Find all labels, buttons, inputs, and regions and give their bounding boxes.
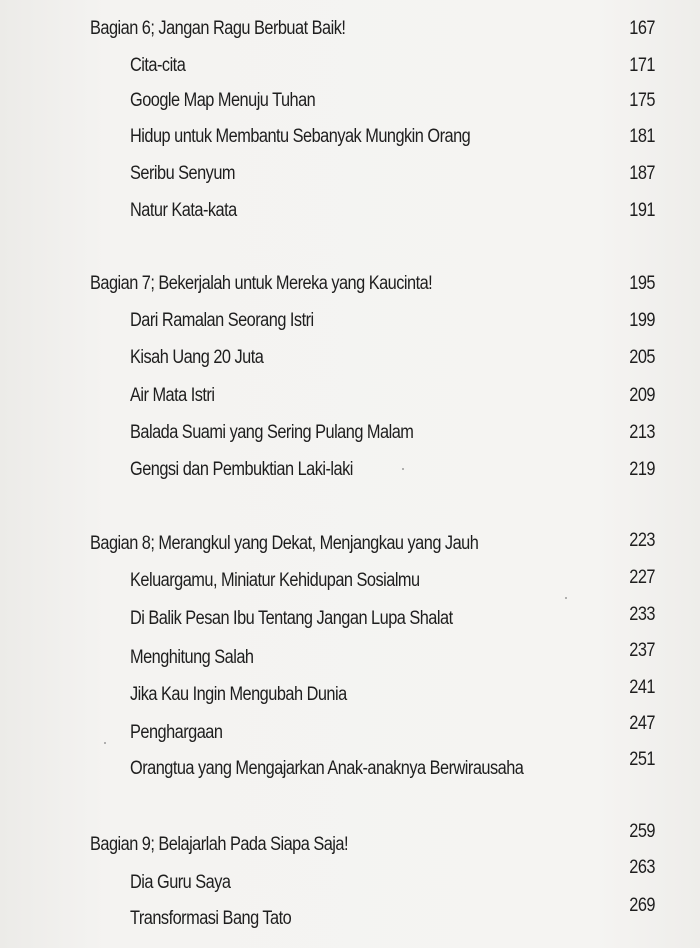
toc-entry-page: 191 <box>629 200 655 221</box>
toc-entry-title: Google Map Menuju Tuhan <box>130 90 316 111</box>
toc-entry-page: 263 <box>629 857 655 878</box>
toc-entry-title: Cita-cita <box>130 55 186 76</box>
toc-entry-page: 213 <box>629 422 655 443</box>
toc-entry-title: Menghitung Salah <box>130 647 254 668</box>
toc-entry-page: 251 <box>629 749 655 770</box>
section-6-page: 167 <box>629 18 655 39</box>
section-9-page: 259 <box>629 821 655 842</box>
toc-entry-page: 269 <box>629 895 655 916</box>
toc-entry-title: Keluargamu, Miniatur Kehidupan Sosialmu <box>130 570 420 591</box>
paper-speck <box>402 468 404 470</box>
toc-entry-title: Natur Kata-kata <box>130 200 237 221</box>
toc-entry-title: Orangtua yang Mengajarkan Anak-anaknya Berwirausaha <box>130 758 524 779</box>
section-8-title: Bagian 8; Merangkul yang Dekat, Menjangkau yang Jauh <box>90 533 479 554</box>
toc-entry-title: Gengsi dan Pembuktian Laki-laki <box>130 459 353 480</box>
toc-entry-page: 241 <box>629 677 655 698</box>
toc-entry-title: Dari Ramalan Seorang Istri <box>130 310 314 331</box>
section-6-title: Bagian 6; Jangan Ragu Berbuat Baik! <box>90 18 346 39</box>
toc-entry-title: Hidup untuk Membantu Sebanyak Mungkin Orang <box>130 126 471 147</box>
toc-entry-page: 175 <box>629 90 655 111</box>
toc-entry-page: 181 <box>629 126 655 147</box>
section-9-title: Bagian 9; Belajarlah Pada Siapa Saja! <box>90 834 348 855</box>
section-7-page: 195 <box>629 273 655 294</box>
toc-entry-page: 247 <box>629 713 655 734</box>
toc-entry-page: 205 <box>629 347 655 368</box>
toc-entry-page: 237 <box>629 640 655 661</box>
toc-entry-title: Seribu Senyum <box>130 163 236 184</box>
section-7-title: Bagian 7; Bekerjalah untuk Mereka yang Kaucinta! <box>90 273 433 294</box>
toc-entry-title: Transformasi Bang Tato <box>130 908 292 929</box>
toc-entry-title: Air Mata Istri <box>130 385 215 406</box>
toc-entry-page: 233 <box>629 604 655 625</box>
toc-entry-page: 187 <box>629 163 655 184</box>
toc-entry-title: Balada Suami yang Sering Pulang Malam <box>130 422 414 443</box>
toc-entry-title: Dia Guru Saya <box>130 872 231 893</box>
toc-entry-title: Di Balik Pesan Ibu Tentang Jangan Lupa Shalat <box>130 608 453 629</box>
paper-speck <box>565 597 567 599</box>
toc-entry-title: Kisah Uang 20 Juta <box>130 347 264 368</box>
toc-entry-page: 227 <box>629 567 655 588</box>
section-8-page: 223 <box>629 530 655 551</box>
toc-entry-page: 209 <box>629 385 655 406</box>
toc-entry-page: 199 <box>629 310 655 331</box>
toc-entry-title: Jika Kau Ingin Mengubah Dunia <box>130 684 347 705</box>
paper-speck <box>104 742 106 744</box>
toc-entry-page: 171 <box>629 55 655 76</box>
toc-entry-title: Penghargaan <box>130 722 223 743</box>
toc-entry-page: 219 <box>629 459 655 480</box>
